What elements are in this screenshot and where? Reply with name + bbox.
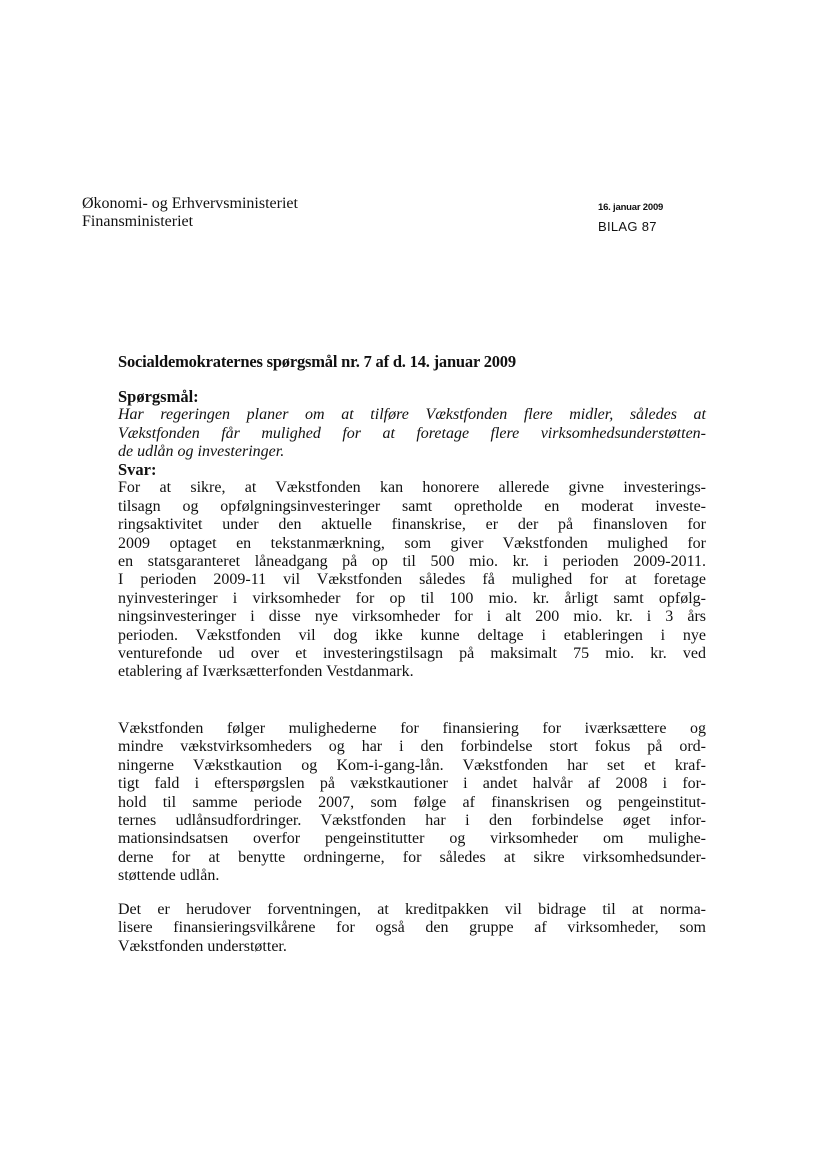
text-line: venturefonde ud over et investeringstilsagn på maksimalt 75 mio. kr. ved	[118, 645, 706, 663]
text-line: 2009 optaget en tekstanmærkning, som giver Vækstfonden mulighed for	[118, 534, 706, 552]
text-line: derne for at benytte ordningerne, for således at sikre virksomhedsunder-	[118, 848, 706, 866]
text-line: mindre vækstvirksomheders og har i den forbindelse stort fokus på ord-	[118, 738, 706, 756]
text-line: tilsagn og opfølgningsinvesteringer samt opretholde en moderat investe-	[118, 497, 706, 515]
answer-heading: Svar:	[118, 460, 157, 479]
answer-section	[118, 461, 706, 682]
text-line: Vækstfonden understøtter.	[118, 937, 287, 955]
text-line: For at sikre, at Vækstfonden kan honorere allerede givne investerings-	[118, 479, 706, 497]
text-line: hold til samme periode 2007, som følge af finanskrisen og pengeinstitut-	[118, 793, 706, 811]
text-line: Det er herudover forventningen, at kreditpakken vil bidrage til at norma-	[118, 901, 706, 918]
text-line: Har regeringen planer om at tilføre Vækstfonden flere midler, således at	[118, 406, 706, 424]
document-meta	[598, 202, 663, 234]
text-line: lisere finansieringsvilkårene for også den gruppe af virksomheder, som	[118, 919, 706, 937]
text-line: nyinvesteringer i virksomheder for op til 100 mio. kr. årligt samt opfølg-	[118, 589, 706, 607]
text-line: ternes udlånsudfordringer. Vækstfonden har i den forbindelse øget infor-	[118, 812, 706, 830]
text-line: Vækstfonden får mulighed for at foretage flere virksomhedsunderstøtten-	[118, 424, 706, 442]
text-line: I perioden 2009-11 vil Vækstfonden således få mulighed for at foretage	[118, 571, 706, 589]
text-line: perioden. Vækstfonden vil dog ikke kunne deltage i etableringen i nye	[118, 626, 706, 644]
document-title: Socialdemokraternes spørgsmål nr. 7 af d. 14. januar 2009	[118, 352, 516, 371]
text-line: en statsgaranteret låneadgang på op til 500 mio. kr. i perioden 2009-2011.	[118, 553, 706, 571]
text-line: ningerne Vækstkaution og Kom-i-gang-lån. Vækstfonden har set et kraf-	[118, 756, 706, 774]
question-section	[118, 388, 706, 462]
question-heading: Spørgsmål:	[118, 387, 199, 406]
text-line: ringsaktivitet under den aktuelle finanskrise, er der på finansloven for	[118, 516, 706, 534]
document-date: 16. januar 2009	[598, 202, 664, 213]
sender-block	[82, 195, 298, 231]
text-line: etablering af Iværksætterfonden Vestdanmark.	[118, 663, 414, 681]
answer-paragraph-2	[118, 720, 706, 886]
text-line: ningsinvesteringer i disse nye virksomheder for i alt 200 mio. kr. i 3 års	[118, 608, 706, 626]
bilag-number: BILAG 87	[598, 219, 657, 234]
answer-paragraph-3	[118, 901, 706, 956]
text-line: de udlån og investeringer.	[118, 443, 285, 461]
text-line: mationsindsatsen overfor pengeinstitutter og virksomheder om mulighe-	[118, 830, 706, 848]
sender-ministry: Økonomi- og Erhvervsministeriet	[82, 195, 298, 212]
text-line: Vækstfonden følger mulighederne for finansiering for iværksættere og	[118, 720, 706, 737]
text-line: støttende udlån.	[118, 867, 220, 885]
question-text	[118, 406, 706, 461]
answer-paragraph-1	[118, 479, 706, 681]
text-line: tigt fald i efterspørgslen på vækstkautioner i andet halvår af 2008 i for-	[118, 775, 706, 793]
sender-ministry-2: Finansministeriet	[82, 213, 194, 230]
